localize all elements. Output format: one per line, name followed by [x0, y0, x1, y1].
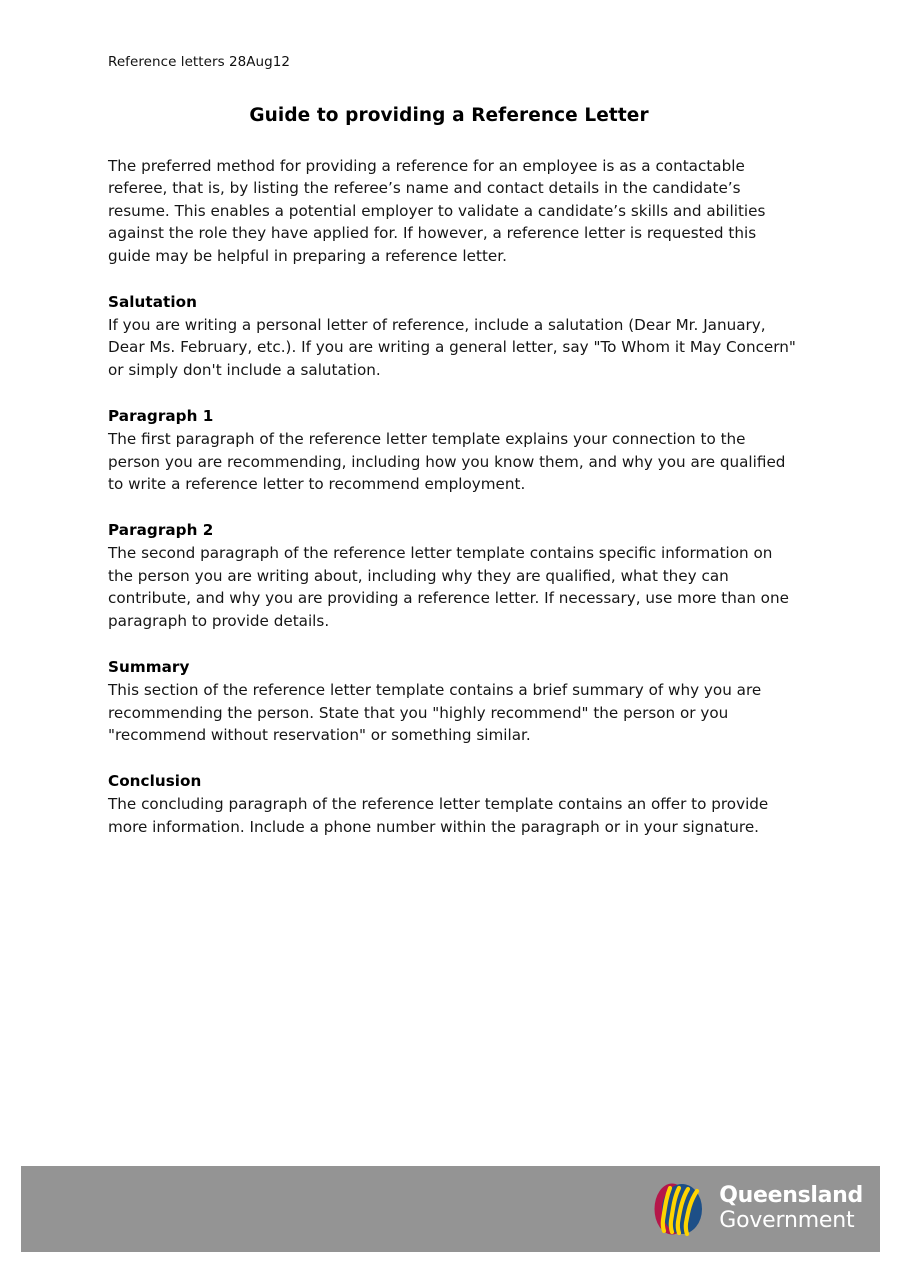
section-paragraph-1 — [108, 381, 796, 495]
queensland-government-emblem-icon — [648, 1178, 710, 1240]
section-heading: Paragraph 1 — [108, 407, 214, 426]
intro-paragraph: The preferred method for providing a reference for an employee is as a contactable referee, that is, by listing the referee’s name and contact details in the candidate’s resume. This enables a potential employer to validate a candidate’s skills and abilities against the role they have applied for. If however, a reference letter is requested this guide may be helpful in preparing a reference letter. — [108, 157, 766, 265]
logo-wordmark — [719, 1184, 863, 1235]
queensland-government-logo — [648, 1177, 863, 1241]
section-salutation — [108, 267, 796, 381]
section-heading: Conclusion — [108, 772, 202, 791]
page-title: Guide to providing a Reference Letter — [249, 105, 649, 126]
logo-line-queensland: Queensland — [719, 1182, 863, 1208]
section-heading: Paragraph 2 — [108, 521, 214, 540]
section-body: If you are writing a personal letter of reference, include a salutation (Dear Mr. January, Dear Ms. February, etc.). If you are writing a general letter, say "To Whom it May Concern" or simply don't include a salutation. — [108, 316, 796, 379]
section-body: The second paragraph of the reference letter template contains specific information on the person you are writing about, including why they are qualified, what they can contribute, and why you are providing a reference letter. If necessary, use more than one paragraph to provide details. — [108, 544, 789, 630]
section-body: The concluding paragraph of the reference letter template contains an offer to provide more information. Include a phone number within the paragraph or in your signature. — [108, 795, 769, 836]
section-conclusion — [108, 746, 796, 838]
document-body — [108, 104, 796, 838]
section-summary — [108, 632, 796, 746]
footer-band — [21, 1166, 880, 1252]
section-heading: Salutation — [108, 293, 197, 312]
running-header: Reference letters 28Aug12 — [108, 54, 291, 70]
logo-line-government: Government — [719, 1207, 855, 1233]
section-heading: Summary — [108, 658, 190, 677]
section-paragraph-2 — [108, 495, 796, 632]
section-body: This section of the reference letter template contains a brief summary of why you are recommending the person. State that you "highly recommend" the person or you "recommend without reservation" or something similar. — [108, 681, 762, 744]
section-body: The first paragraph of the reference letter template explains your connection to the person you are recommending, including how you know them, and why you are qualified to write a reference letter to recommend employment. — [108, 430, 786, 494]
